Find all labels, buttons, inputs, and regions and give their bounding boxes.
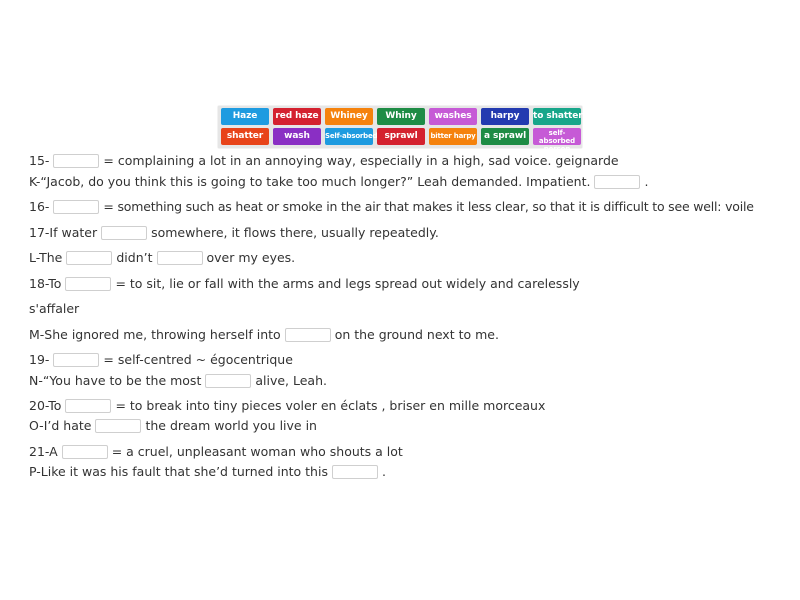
answer-blank-l1[interactable] (66, 251, 112, 265)
word-tile-harpy[interactable]: harpy (481, 108, 529, 125)
line-15 (29, 153, 619, 169)
word-tile-self-absorbed[interactable]: Self-absorbed (325, 128, 373, 145)
word-tile-red-haze[interactable]: red haze (273, 108, 321, 125)
answer-blank-p[interactable] (332, 465, 378, 479)
line-text: N-“You have to be the most (29, 373, 202, 388)
answer-blank-o[interactable] (95, 419, 141, 433)
line-o (29, 418, 317, 434)
line-text: = something such as heat or smoke in the air that makes it less clear, so that it is difficult to see well: voile (103, 199, 754, 214)
line-text: . (644, 174, 649, 189)
line-text: K-“Jacob, do you think this is going to take too much longer?” Leah demanded. Impatient. (29, 174, 591, 189)
answer-blank-18[interactable] (65, 277, 111, 291)
answer-blank-16[interactable] (53, 200, 99, 214)
line-text: 18-To (29, 276, 62, 291)
line-19 (29, 352, 293, 368)
line-21 (29, 444, 403, 460)
line-n (29, 373, 327, 389)
line-text: = to sit, lie or fall with the arms and legs spread out widely and carelessly (115, 276, 580, 291)
word-tile-wash[interactable]: wash (273, 128, 321, 145)
word-tile-washes[interactable]: washes (429, 108, 477, 125)
line-16 (29, 199, 754, 215)
line-text: 17-If water (29, 225, 98, 240)
line-text: P-Like it was his fault that she’d turned into this (29, 464, 328, 479)
line-text: 19- (29, 352, 50, 367)
word-tile-to-shatter[interactable]: to shatter (533, 108, 581, 125)
answer-blank-20[interactable] (65, 399, 111, 413)
word-bank (218, 106, 583, 153)
answer-blank-m[interactable] (285, 328, 331, 342)
answer-blank-19[interactable] (53, 353, 99, 367)
line-17 (29, 225, 439, 241)
word-tile-a-sprawl[interactable]: a sprawl (481, 128, 529, 145)
line-k (29, 174, 648, 190)
answer-blank-15[interactable] (53, 154, 99, 168)
line-text: over my eyes. (206, 250, 296, 265)
answer-blank-21[interactable] (62, 445, 108, 459)
line-m (29, 327, 499, 343)
line-l (29, 250, 295, 266)
answer-blank-n[interactable] (205, 374, 251, 388)
answer-blank-k[interactable] (594, 175, 640, 189)
line-p (29, 464, 386, 480)
line-text: L-The (29, 250, 63, 265)
word-tile-haze[interactable]: Haze (221, 108, 269, 125)
line-text: the dream world you live in (145, 418, 317, 433)
word-tile-bitter-harpy[interactable]: bitter harpy (429, 128, 477, 145)
line-20 (29, 398, 545, 414)
answer-blank-17[interactable] (101, 226, 147, 240)
line-text: = a cruel, unpleasant woman who shouts a lot (111, 444, 403, 459)
line-text: 20-To (29, 398, 62, 413)
word-tile-sprawl[interactable]: sprawl (377, 128, 425, 145)
line-text: = self-centred ~ égocentrique (103, 352, 293, 367)
line-text: 15- (29, 153, 50, 168)
answer-blank-l2[interactable] (157, 251, 203, 265)
line-text: = to break into tiny pieces voler en éclats , briser en mille morceaux (115, 398, 546, 413)
line-text: didn’t (116, 250, 153, 265)
word-tile-whiny[interactable]: Whiny (377, 108, 425, 125)
line-text: s'affaler (29, 301, 80, 316)
line-text: = complaining a lot in an annoying way, especially in a high, sad voice. geignarde (103, 153, 619, 168)
line-text: 16- (29, 199, 50, 214)
line-text: alive, Leah. (255, 373, 327, 388)
line-text: O-I’d hate (29, 418, 92, 433)
line-text: on the ground next to me. (334, 327, 499, 342)
line-text: . (381, 464, 386, 479)
line-18-translation (29, 301, 79, 317)
word-tile-shatter[interactable]: shatter (221, 128, 269, 145)
word-tile-self-absorbed-person[interactable]: self-absorbed person (533, 128, 581, 145)
line-text: 21-A (29, 444, 58, 459)
line-text: somewhere, it flows there, usually repeatedly. (151, 225, 439, 240)
word-tile-whiney[interactable]: Whiney (325, 108, 373, 125)
line-18 (29, 276, 580, 292)
line-text: M-She ignored me, throwing herself into (29, 327, 281, 342)
